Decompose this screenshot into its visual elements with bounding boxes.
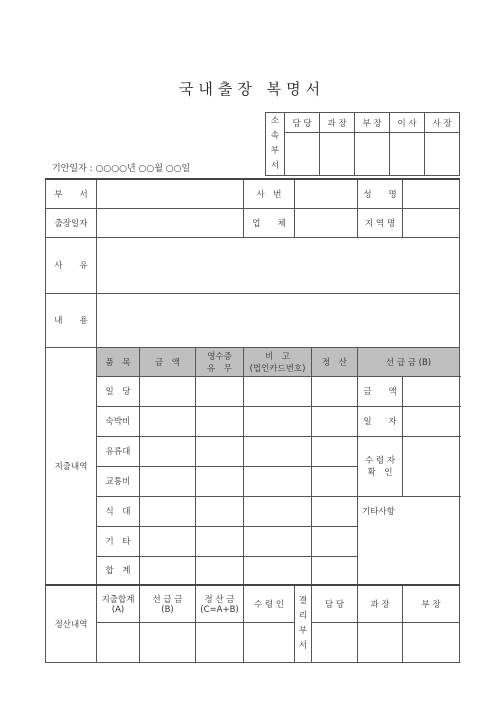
advance-receiver-label: 수 령 자 확 인	[358, 436, 403, 496]
approval-role-dept-head: 부 장	[355, 113, 390, 133]
expense-note-other[interactable]	[244, 526, 312, 556]
reason-value[interactable]	[97, 237, 460, 293]
expense-receipt-other[interactable]	[196, 526, 244, 556]
expense-receipt-meal[interactable]	[196, 496, 244, 526]
expense-header-receipt: 영수증 유 무	[196, 347, 244, 376]
approval-sign-staff[interactable]	[285, 133, 320, 176]
expense-settle-total[interactable]	[312, 556, 358, 585]
region-value[interactable]	[403, 208, 460, 237]
expense-settle-lodging[interactable]	[312, 406, 358, 436]
expense-amount-fuel[interactable]	[140, 436, 196, 466]
expense-header-settle: 정 산	[312, 347, 358, 376]
advance-date-value[interactable]	[403, 406, 460, 436]
expense-item-transport: 교통비	[97, 466, 140, 496]
expense-note-fuel[interactable]	[244, 436, 312, 466]
expense-note-lodging[interactable]	[244, 406, 312, 436]
expense-item-fuel: 유류대	[97, 436, 140, 466]
expense-receipt-daily[interactable]	[196, 376, 244, 406]
settlement-role-section-chief: 과 장	[358, 585, 403, 623]
advance-date-label: 일 자	[358, 406, 403, 436]
expense-amount-other[interactable]	[140, 526, 196, 556]
expense-note-transport[interactable]	[244, 466, 312, 496]
settlement-sign-section-chief[interactable]	[358, 623, 403, 663]
emp-no-value[interactable]	[295, 179, 358, 208]
expense-note-meal[interactable]	[244, 496, 312, 526]
settlement-section-label: 정산내역	[46, 585, 97, 663]
approval-sign-dept-head[interactable]	[355, 133, 390, 176]
settlement-sign-staff[interactable]	[312, 623, 358, 663]
expense-receipt-transport[interactable]	[196, 466, 244, 496]
expense-item-total: 합 계	[97, 556, 140, 585]
main-form	[45, 178, 460, 663]
expense-receipt-lodging[interactable]	[196, 406, 244, 436]
expense-header-item: 품 목	[97, 347, 140, 376]
emp-no-label: 사 번	[244, 179, 295, 208]
advance-receiver-value[interactable]	[403, 436, 460, 496]
expense-section-label: 지출내역	[46, 347, 97, 585]
name-value[interactable]	[403, 179, 460, 208]
expense-item-meal: 식 대	[97, 496, 140, 526]
trip-date-label: 출장일자	[46, 208, 97, 237]
settlement-header-total: 지출합계 (A)	[97, 585, 140, 623]
approval-sign-director[interactable]	[390, 133, 425, 176]
expense-settle-other[interactable]	[312, 526, 358, 556]
settlement-approval-label: 결 리 부 서	[295, 585, 312, 663]
approval-sign-president[interactable]	[425, 133, 460, 176]
expense-header-note: 비 고 (법인카드번호)	[244, 347, 312, 376]
expense-settle-fuel[interactable]	[312, 436, 358, 466]
approval-box-top	[265, 112, 460, 176]
settlement-header-advance: 선 급 금 (B)	[140, 585, 196, 623]
expense-settle-daily[interactable]	[312, 376, 358, 406]
approval-role-section-chief: 과 장	[320, 113, 355, 133]
expense-amount-meal[interactable]	[140, 496, 196, 526]
expense-item-lodging: 숙박비	[97, 406, 140, 436]
approval-role-director: 이 사	[390, 113, 425, 133]
approval-role-president: 사 장	[425, 113, 460, 133]
settlement-header-receiver: 수 령 인	[244, 585, 295, 623]
reason-label: 사 유	[46, 237, 97, 293]
content-label: 내 용	[46, 293, 97, 347]
expense-item-other: 기 타	[97, 526, 140, 556]
settlement-header-settle: 정 산 금 (C=A+B)	[196, 585, 244, 623]
advance-other-notes[interactable]: 기타사항	[358, 496, 460, 585]
settlement-role-staff: 담 당	[312, 585, 358, 623]
expense-receipt-total[interactable]	[196, 556, 244, 585]
settlement-total-value[interactable]	[97, 623, 140, 663]
expense-item-daily: 일 당	[97, 376, 140, 406]
dept-label: 부 서	[46, 179, 97, 208]
content-value[interactable]	[97, 293, 460, 347]
expense-note-total[interactable]	[244, 556, 312, 585]
expense-amount-transport[interactable]	[140, 466, 196, 496]
company-label: 업 체	[244, 208, 295, 237]
expense-settle-transport[interactable]	[312, 466, 358, 496]
advance-amount-label: 금 액	[358, 376, 403, 406]
expense-header-advance: 선 급 금 (B)	[358, 347, 460, 376]
approval-sign-section-chief[interactable]	[320, 133, 355, 176]
expense-amount-lodging[interactable]	[140, 406, 196, 436]
approval-role-staff: 담 당	[285, 113, 320, 133]
approval-dept-label: 소 속 부 서	[266, 113, 285, 176]
document-title: 국내출장 복명서	[178, 80, 326, 98]
settlement-role-dept-head: 부 장	[403, 585, 460, 623]
expense-receipt-fuel[interactable]	[196, 436, 244, 466]
trip-date-value[interactable]	[97, 208, 244, 237]
expense-header-amount: 금 액	[140, 347, 196, 376]
expense-settle-meal[interactable]	[312, 496, 358, 526]
settlement-receiver-value[interactable]	[244, 623, 295, 663]
company-value[interactable]	[295, 208, 358, 237]
dept-value[interactable]	[97, 179, 244, 208]
advance-amount-value[interactable]	[403, 376, 460, 406]
draft-date: 기안일자 : ○○○○년 ○○월 ○○일	[52, 164, 191, 174]
settlement-sign-dept-head[interactable]	[403, 623, 460, 663]
region-label: 지 역 명	[358, 208, 403, 237]
settlement-advance-value[interactable]	[140, 623, 196, 663]
name-label: 성 명	[358, 179, 403, 208]
expense-note-daily[interactable]	[244, 376, 312, 406]
settlement-settle-value[interactable]	[196, 623, 244, 663]
expense-amount-total[interactable]	[140, 556, 196, 585]
expense-amount-daily[interactable]	[140, 376, 196, 406]
